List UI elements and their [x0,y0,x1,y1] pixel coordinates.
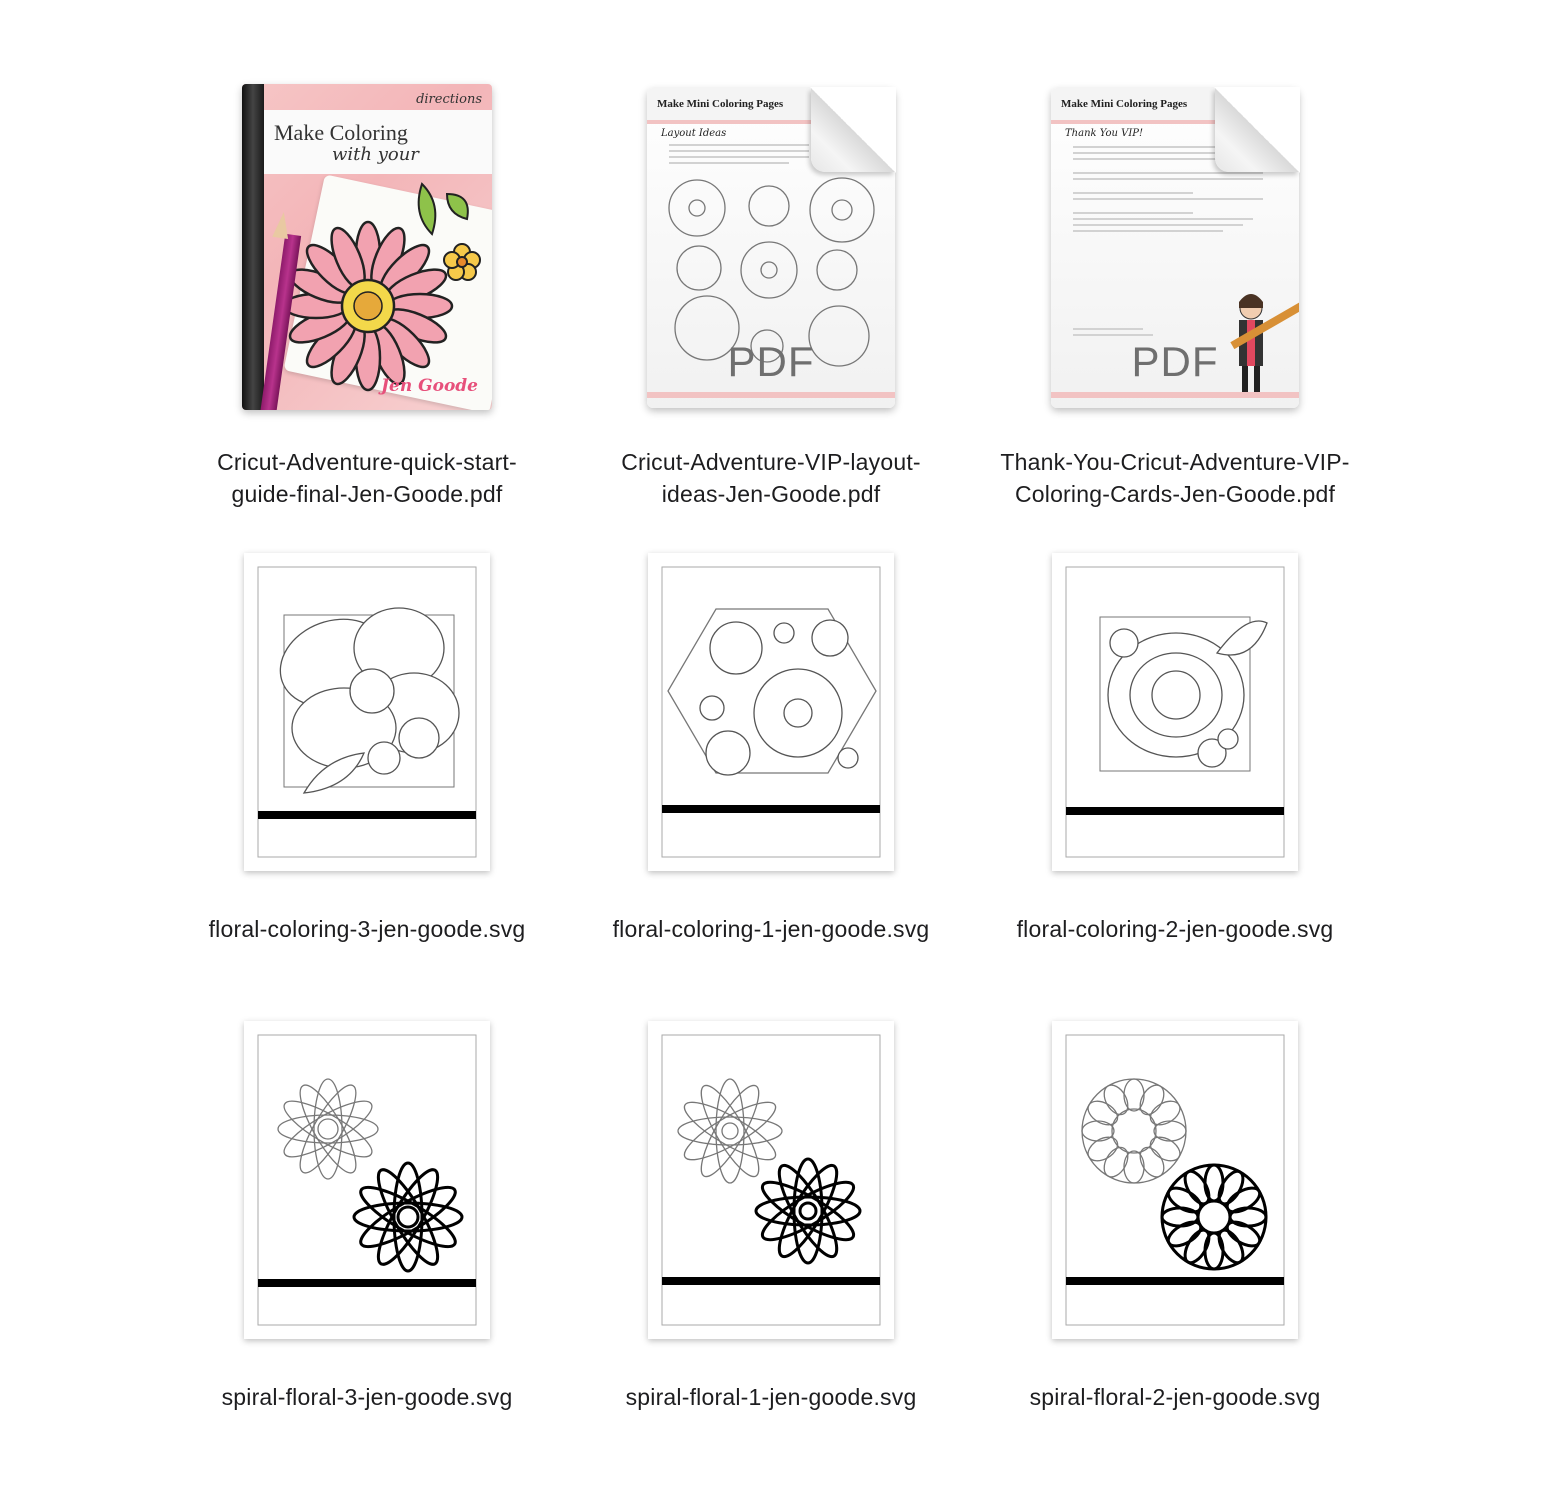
cover-logo: directions [416,92,482,107]
file-item[interactable] [167,1021,567,1421]
page-curl-mask [1214,87,1300,173]
file-name-line: spiral-floral-1-jen-goode.svg [625,1384,917,1410]
svg-thumbnail[interactable] [244,1021,490,1339]
pdf-badge: PDF [727,338,815,385]
file-name[interactable] [167,1381,567,1413]
spiral-floral-illustration [244,1021,490,1339]
file-item[interactable] [167,84,567,514]
pdf-badge: PDF [1131,338,1219,385]
file-name-line: Coloring-Cards-Jen-Goode.pdf [1014,481,1336,507]
svg-thumbnail[interactable] [648,1021,894,1339]
file-name[interactable] [167,913,567,945]
pdf-footer-band [647,392,895,398]
cover-brand: Jen Goode [380,376,478,396]
cover-title: Make Coloring [274,120,408,145]
file-item[interactable] [975,84,1375,514]
pdf-book-thumbnail[interactable] [242,84,492,410]
svg-thumbnail[interactable] [1052,1021,1298,1339]
pdf-document-thumbnail[interactable] [1051,88,1299,408]
file-name[interactable] [571,446,971,510]
file-name-line: Cricut-Adventure-VIP-layout- [621,449,921,475]
pdf-document-thumbnail[interactable] [647,88,895,408]
file-name-line: floral-coloring-2-jen-goode.svg [1016,916,1334,942]
cover-subtitle: with your [332,144,419,165]
pdf-title: Make Mini Coloring Pages [657,98,784,110]
page-curl-mask [810,87,896,173]
file-name-line: floral-coloring-3-jen-goode.svg [208,916,526,942]
pdf-footer-band [1051,392,1299,398]
spiral-floral-illustration [1052,1021,1298,1339]
svg-thumbnail[interactable] [648,553,894,871]
spiral-floral-illustration [648,1021,894,1339]
file-item[interactable] [571,553,971,953]
file-name[interactable] [571,1381,971,1413]
file-name[interactable] [975,1381,1375,1413]
file-name-line: spiral-floral-2-jen-goode.svg [1029,1384,1321,1410]
file-name-line: Thank-You-Cricut-Adventure-VIP- [1000,449,1350,475]
file-name-line: spiral-floral-3-jen-goode.svg [221,1384,513,1410]
pdf-title: Make Mini Coloring Pages [1061,98,1188,110]
file-item[interactable] [571,84,971,514]
floral-coloring-illustration [1052,553,1298,871]
file-item[interactable] [975,553,1375,953]
floral-coloring-illustration [244,553,490,871]
file-name[interactable] [167,446,567,510]
pdf-subtitle: Thank You VIP! [1065,128,1144,139]
file-name[interactable] [975,913,1375,945]
file-name-line: Cricut-Adventure-quick-start- [217,449,517,475]
pdf-subtitle: Layout Ideas [661,128,727,139]
file-name[interactable] [571,913,971,945]
floral-coloring-illustration [648,553,894,871]
file-name-line: guide-final-Jen-Goode.pdf [231,481,503,507]
svg-thumbnail[interactable] [244,553,490,871]
file-name[interactable] [975,446,1375,510]
file-name-line: floral-coloring-1-jen-goode.svg [612,916,930,942]
file-item[interactable] [167,553,567,953]
file-item[interactable] [975,1021,1375,1421]
svg-thumbnail[interactable] [1052,553,1298,871]
file-item[interactable] [571,1021,971,1421]
file-name-line: ideas-Jen-Goode.pdf [661,481,881,507]
